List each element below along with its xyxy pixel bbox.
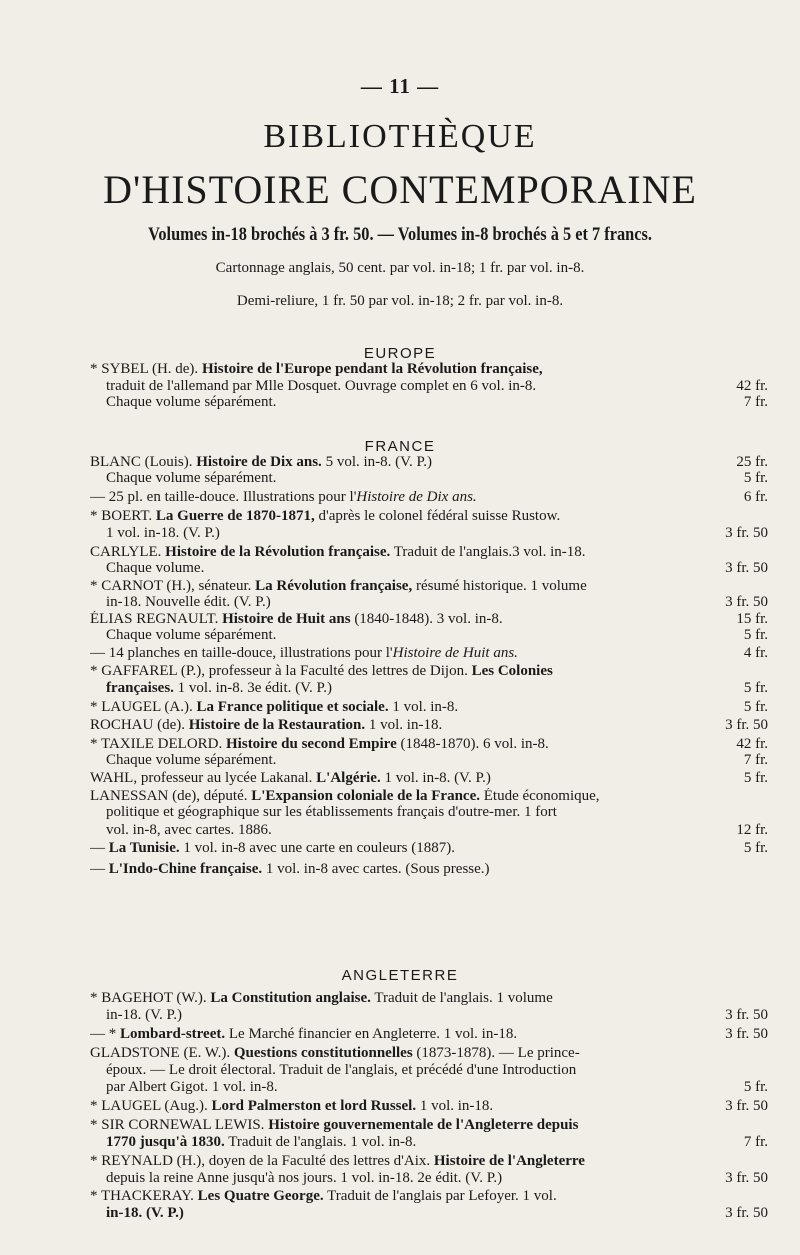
entry-text: (1840-1848). 3 vol. in-8. xyxy=(350,611,503,627)
entry-price: 5 fr. xyxy=(743,699,768,715)
catalog-entry-line xyxy=(90,508,768,524)
entry-price: 3 fr. 50 xyxy=(725,560,768,576)
entry-title: Histoire de Dix ans. xyxy=(196,454,322,470)
catalog-entry-line xyxy=(90,663,768,679)
entry-text: * THACKERAY. xyxy=(90,1188,198,1204)
title-line-1: BIBLIOTHÈQUE xyxy=(263,118,537,155)
entry-text: Étude économique, xyxy=(480,788,600,804)
entry-text: GLADSTONE (E. W.). xyxy=(90,1045,234,1061)
catalog-entry-line xyxy=(106,594,768,610)
entry-text: politique et géographique sur les établissements français d'outre-mer. 1 fort xyxy=(106,804,557,820)
entry-text: * LAUGEL (Aug.). xyxy=(90,1098,212,1114)
entry-price: 7 fr. xyxy=(743,752,768,768)
catalog-entry-line xyxy=(90,770,768,786)
catalog-entry-line xyxy=(106,394,768,410)
catalog-entry-line xyxy=(106,470,768,486)
entry-price: 3 fr. 50 xyxy=(725,717,768,733)
entry-title: L'Algérie. xyxy=(316,770,381,786)
entry-price: 3 fr. 50 xyxy=(725,525,768,541)
entry-text: — * xyxy=(90,1026,120,1042)
entry-text: Chaque volume séparément. xyxy=(106,394,277,410)
catalog-entry-line xyxy=(90,611,768,627)
entry-title: Histoire du second Empire xyxy=(226,736,397,752)
entry-price: 5 fr. xyxy=(743,1079,768,1095)
entry-text: 1 vol. in-18. (V. P.) xyxy=(106,525,220,541)
section-angleterre: ANGLETERRE xyxy=(341,967,459,984)
catalog-entry-line xyxy=(106,804,768,820)
entry-text: 1 vol. in-8. xyxy=(388,699,459,715)
catalog-entry-line xyxy=(90,645,768,661)
entry-price: 3 fr. 50 xyxy=(725,1170,768,1186)
entry-price: 5 fr. xyxy=(743,627,768,643)
entry-text: * REYNALD (H.), doyen de la Faculté des lettres d'Aix. xyxy=(90,1153,434,1169)
entry-price: 6 fr. xyxy=(743,489,768,505)
entry-text: — xyxy=(90,840,109,856)
entry-title: La Constitution anglaise. xyxy=(210,990,371,1006)
entry-title: françaises. xyxy=(106,680,174,696)
entry-text: * SYBEL (H. de). xyxy=(90,361,202,377)
catalog-entry-line xyxy=(106,680,768,696)
entry-text: Chaque volume. xyxy=(106,560,205,576)
entry-text: résumé historique. 1 volume xyxy=(412,578,587,594)
catalog-entry-line xyxy=(90,578,768,594)
entry-title: Les Quatre George. xyxy=(197,1188,324,1204)
catalog-entry-line xyxy=(90,990,768,1006)
subtitle: Volumes in-18 brochés à 3 fr. 50. — Volumes in-8 brochés à 5 et 7 francs. xyxy=(148,224,652,245)
entry-text: Chaque volume séparément. xyxy=(106,627,277,643)
entry-text: 5 vol. in-8. (V. P.) xyxy=(321,454,432,470)
entry-title: Histoire de Huit ans xyxy=(222,611,351,627)
entry-price: 42 fr. xyxy=(736,378,768,394)
entry-text: Histoire de Dix ans. xyxy=(356,489,477,505)
entry-text: époux. — Le droit électoral. Traduit de l'anglais, et précédé d'une Introduction xyxy=(106,1062,577,1078)
entry-title: L'Expansion coloniale de la France. xyxy=(251,788,480,804)
catalog-entry-line xyxy=(106,1007,768,1023)
entry-title: Lord Palmerston et lord Russel. xyxy=(211,1098,417,1114)
catalog-entry-line xyxy=(90,1098,768,1114)
entry-text: CARLYLE. xyxy=(90,544,166,560)
entry-text: (1848-1870). 6 vol. in-8. xyxy=(396,736,549,752)
entry-text: 1 vol. in-8. 3e édit. (V. P.) xyxy=(173,680,332,696)
entry-text: Chaque volume séparément. xyxy=(106,470,277,486)
entry-price: 25 fr. xyxy=(736,454,768,470)
entry-price: 3 fr. 50 xyxy=(725,1007,768,1023)
entry-text: * CARNOT (H.), sénateur. xyxy=(90,578,256,594)
entry-title: Questions constitutionnelles xyxy=(233,1045,413,1061)
entry-text: * BAGEHOT (W.). xyxy=(90,990,211,1006)
catalog-entry-line xyxy=(90,489,768,505)
entry-text: Traduit de l'anglais par Lefoyer. 1 vol. xyxy=(323,1188,557,1204)
entry-title: L'Indo-Chine française. xyxy=(108,861,263,877)
catalog-entry-line xyxy=(106,1079,768,1095)
entry-title: Histoire de l'Angleterre xyxy=(433,1153,585,1169)
section-europe: EUROPE xyxy=(363,345,437,362)
catalog-entry-line xyxy=(90,544,768,560)
section-france: FRANCE xyxy=(364,438,436,455)
catalog-entry-line xyxy=(90,1045,768,1061)
entry-text: Traduit de l'anglais. 1 volume xyxy=(370,990,553,1006)
entry-price: 3 fr. 50 xyxy=(725,594,768,610)
entry-title: Histoire de la Révolution française. xyxy=(165,544,391,560)
entry-title: Histoire de la Restauration. xyxy=(188,717,366,733)
entry-text: — 14 planches en taille-douce, illustrations pour l' xyxy=(90,645,393,661)
entry-text: traduit de l'allemand par Mlle xyxy=(106,378,288,394)
entry-price: 5 fr. xyxy=(743,680,768,696)
entry-title: La Révolution française, xyxy=(255,578,413,594)
entry-text: * TAXILE DELORD. xyxy=(90,736,227,752)
entry-price: 3 fr. 50 xyxy=(725,1026,768,1042)
catalog-entry-line xyxy=(90,454,768,470)
catalog-entry-line xyxy=(106,822,768,838)
entry-text: Chaque volume séparément. xyxy=(106,752,277,768)
entry-text: Traduit de l'anglais.3 vol. in-18. xyxy=(390,544,586,560)
entry-title: La Tunisie. xyxy=(108,840,180,856)
catalog-entry-line xyxy=(90,788,768,804)
catalog-entry-line xyxy=(106,560,768,576)
entry-title: 1770 jusqu'à 1830. xyxy=(106,1134,225,1150)
entry-text: Histoire de Huit ans. xyxy=(392,645,518,661)
catalog-entry-line xyxy=(90,1188,768,1204)
catalog-entry-line xyxy=(90,736,768,752)
catalog-entry-line xyxy=(90,717,768,733)
cartonnage-price: Cartonnage anglais, 50 cent. par vol. in-18; 1 fr. par vol. in-8. xyxy=(215,260,585,276)
entry-text: Le Marché financier en Angleterre. 1 vol. in-18. xyxy=(225,1026,518,1042)
entry-price: 7 fr. xyxy=(743,1134,768,1150)
entry-price: 7 fr. xyxy=(743,394,768,410)
entry-text: depuis la reine Anne jusqu'à nos jours. 1 vol. in-18. 2e édit. (V. P.) xyxy=(106,1170,503,1186)
catalog-entry-line xyxy=(90,1117,768,1133)
catalog-entry-line xyxy=(90,361,768,377)
entry-price: 3 fr. 50 xyxy=(725,1098,768,1114)
entry-text: * GAFFAREL (P.), professeur à la Faculté des lettres de Dijon. xyxy=(90,663,472,679)
entry-price: 42 fr. xyxy=(736,736,768,752)
entry-price: 5 fr. xyxy=(743,770,768,786)
title-line-2: D'HISTOIRE CONTEMPORAINE xyxy=(103,167,697,212)
entry-price: 15 fr. xyxy=(736,611,768,627)
entry-title: Histoire de l'Europe pendant la Révolution française, xyxy=(201,361,543,377)
entry-text: in-18. Nouvelle édit. (V. P.) xyxy=(106,594,271,610)
catalog-entry-line xyxy=(106,1170,768,1186)
catalog-entry-line xyxy=(106,1205,768,1221)
catalog-entry-line xyxy=(90,1026,768,1042)
entry-text: d'après le colonel fédéral suisse Rustow. xyxy=(314,508,561,524)
catalog-entry-line xyxy=(106,378,768,394)
entry-price: 5 fr. xyxy=(743,840,768,856)
entry-text: vol. in-8, avec cartes. 1886. xyxy=(106,822,272,838)
entry-text: ÉLIAS REGNAULT. xyxy=(90,611,223,627)
entry-price: 4 fr. xyxy=(743,645,768,661)
entry-text: 1 vol. in-8 avec une carte en couleurs (1887). xyxy=(179,840,455,856)
entry-title: in-18. (V. P.) xyxy=(106,1205,184,1221)
catalog-entry-line xyxy=(106,1062,768,1078)
entry-text: 1 vol. in-18. xyxy=(416,1098,494,1114)
catalog-entry-line xyxy=(90,861,768,877)
entry-text: — xyxy=(90,861,109,877)
entry-text: par Albert Gigot. 1 vol. in-8. xyxy=(106,1079,278,1095)
entry-text: 1 vol. in-18. xyxy=(365,717,443,733)
entry-title: Histoire gouvernementale de l'Angleterre depuis xyxy=(268,1117,579,1133)
entry-price: 12 fr. xyxy=(736,822,768,838)
entry-text: Dosquet. Ouvrage complet en 6 vol. in-8. xyxy=(287,378,537,394)
entry-text: — 25 pl. en taille-douce. Illustrations pour l' xyxy=(90,489,357,505)
catalog-entry-line xyxy=(106,1134,768,1150)
entry-title: La France politique et sociale. xyxy=(196,699,389,715)
entry-text: Traduit de l'anglais. 1 vol. in-8. xyxy=(224,1134,417,1150)
page-number: — 11 — xyxy=(360,74,440,98)
entry-text: BLANC (Louis). xyxy=(90,454,197,470)
catalog-entry-line xyxy=(106,525,768,541)
entry-text: * LAUGEL (A.). xyxy=(90,699,197,715)
entry-title: Les Colonies xyxy=(471,663,553,679)
entry-title: Lombard-street. xyxy=(120,1026,226,1042)
entry-text: LANESSAN (de), député. xyxy=(90,788,252,804)
entry-title: La Guerre de 1870-1871, xyxy=(155,508,315,524)
catalog-entry-line xyxy=(90,840,768,856)
catalog-entry-line xyxy=(106,627,768,643)
catalog-entry-line xyxy=(90,1153,768,1169)
entry-price: 3 fr. 50 xyxy=(725,1205,768,1221)
entry-text: ROCHAU (de). xyxy=(90,717,189,733)
entry-text: * BOERT. xyxy=(90,508,156,524)
catalog-entry-line xyxy=(106,752,768,768)
entry-text: (1873-1878). — Le prince- xyxy=(412,1045,580,1061)
entry-text: WAHL, professeur au lycée Lakanal. xyxy=(90,770,317,786)
demi-reliure-price: Demi-reliure, 1 fr. 50 par vol. in-18; 2 fr. par vol. in-8. xyxy=(236,293,564,309)
entry-text: * SIR CORNEWAL LEWIS. xyxy=(90,1117,269,1133)
entry-price: 5 fr. xyxy=(743,470,768,486)
entry-text: 1 vol. in-8. (V. P.) xyxy=(380,770,491,786)
catalog-entry-line xyxy=(90,699,768,715)
entry-text: 1 vol. in-8 avec cartes. (Sous presse.) xyxy=(262,861,490,877)
entry-text: in-18. (V. P.) xyxy=(106,1007,182,1023)
